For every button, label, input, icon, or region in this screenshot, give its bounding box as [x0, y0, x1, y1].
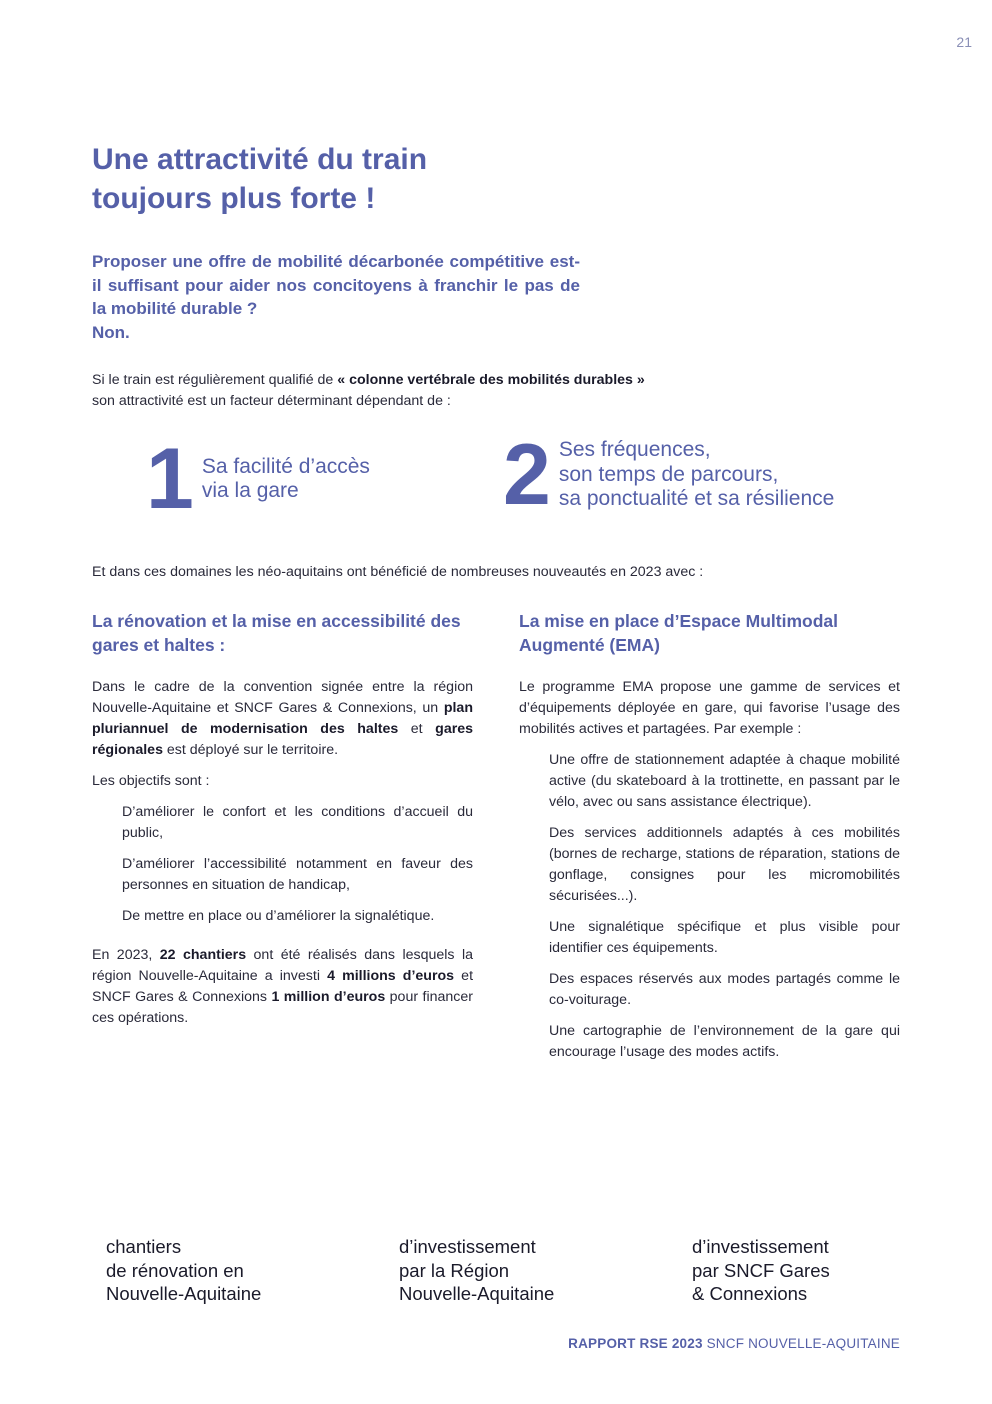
intro-answer: Non.: [92, 322, 130, 342]
factor-text: [202, 455, 370, 504]
stat-chantiers: [106, 1235, 336, 1306]
ema-column: [519, 610, 900, 1073]
ema-paragraph: Le programme EMA propose une gamme de services et d’équipements déployée en gare, qui favorise l’usage des mobilités actives et partagées. Par exemple :: [519, 679, 900, 737]
text-run: ont été réalisés dans lesquels la région Nouvelle-Aquitaine a investi: [92, 947, 473, 984]
stat-line: par la Région: [399, 1259, 510, 1281]
footer-org: SNCF NOUVELLE-AQUITAINE: [702, 1336, 900, 1351]
factor-2: [503, 427, 835, 523]
lead-part-2: son attractivité est un facteur déterminant dépendant de :: [92, 393, 451, 409]
stat-line: Nouvelle-Aquitaine: [399, 1283, 555, 1304]
factor-number: 1: [146, 431, 192, 527]
stat-line: d’investissement: [692, 1236, 829, 1257]
list-item: Une cartographie de l’environnement de la gare qui encourage l’usage des modes actifs.: [549, 1023, 900, 1060]
objectives-label: Les objectifs sont :: [92, 773, 210, 789]
factor-line: Sa facilité d’accès: [201, 454, 370, 478]
bold-run: plan pluriannuel de modernisation des haltes: [92, 700, 473, 737]
stat-line: d’investissement: [399, 1236, 536, 1257]
ema-list: [519, 750, 900, 1063]
text-run: et SNCF Gares & Connexions: [92, 968, 474, 1005]
list-item: De mettre en place ou d’améliorer la signalétique.: [122, 908, 435, 924]
lead-bold: « colonne vertébrale des mobilités durables »: [337, 372, 645, 388]
factor-line: sa ponctualité et sa résilience: [558, 487, 835, 511]
page-number: 21: [956, 34, 972, 50]
factor-number: 2: [503, 427, 549, 523]
stat-sncf-investment: [692, 1235, 922, 1306]
intro-text: Proposer une offre de mobilité décarbonée compétitive est-il suffisant pour aider nos concitoyens à franchir le pas de la mobilité durable ?: [92, 252, 580, 318]
stat-region-investment: [399, 1235, 629, 1306]
convention-paragraph: [92, 677, 473, 761]
text-run: En 2023,: [92, 947, 160, 963]
footer-report: RAPPORT RSE 2023: [568, 1336, 703, 1351]
factor-line: son temps de parcours,: [558, 462, 779, 486]
stat-line: chantiers: [106, 1236, 182, 1257]
bold-run: 4 millions d’euros: [327, 968, 455, 984]
text-run: et: [398, 721, 436, 737]
factor-line: Ses fréquences,: [558, 438, 711, 462]
objectives-list: [92, 802, 473, 927]
intro-question: [92, 250, 580, 344]
list-item: Une offre de stationnement adaptée à chaque mobilité active (du skateboard à la trottinette, en passant par le vélo, avec ou sans assistance électrique).: [549, 752, 900, 810]
list-item: D’améliorer le confort et les conditions d’accueil du public,: [122, 804, 473, 841]
text-run: Dans le cadre de la convention signée entre la région Nouvelle-Aquitaine et SNCF Gares & Connexions, un: [92, 679, 473, 716]
factor-line: via la gare: [201, 479, 299, 502]
list-item: D’améliorer l’accessibilité notamment en faveur des personnes en situation de handicap,: [122, 856, 473, 893]
stat-line: Nouvelle-Aquitaine: [106, 1283, 262, 1304]
ema-heading: La mise en place d’Espace Multimodal Augmenté (EMA): [519, 611, 838, 655]
stat-line: & Connexions: [692, 1283, 808, 1304]
bold-run: 1 million d’euros: [271, 989, 386, 1005]
renovation-heading: La rénovation et la mise en accessibilité des gares et haltes :: [92, 611, 461, 655]
bold-run: gares régionales: [92, 721, 474, 758]
renovation-column: [92, 610, 473, 1039]
stat-line: par SNCF Gares: [692, 1259, 830, 1281]
factor-1: [146, 431, 370, 527]
list-item: Des espaces réservés aux modes partagés comme le co-voiturage.: [549, 971, 900, 1008]
page-title: [92, 140, 612, 218]
bold-run: 22 chantiers: [159, 947, 247, 963]
text-run: est déployé sur le territoire.: [162, 742, 339, 758]
sub-lead-paragraph: Et dans ces domaines les néo-aquitains ont bénéficié de nombreuses nouveautés en 2023 avec :: [92, 564, 704, 580]
factor-text: [559, 438, 835, 512]
lead-part-1: Si le train est régulièrement qualifié de: [92, 372, 338, 388]
lead-paragraph: [92, 370, 792, 412]
title-line-2: toujours plus forte !: [92, 182, 376, 215]
list-item: Une signalétique spécifique et plus visible pour identifier ces équipements.: [549, 919, 900, 956]
footer: [568, 1336, 900, 1351]
stat-line: de rénovation en: [106, 1259, 244, 1281]
title-line-1: Une attractivité du train: [92, 143, 428, 176]
text-run: pour financer ces opérations.: [92, 989, 473, 1026]
list-item: Des services additionnels adaptés à ces mobilités (bornes de recharge, stations de réparation, stations de gonflage, consignes pour les micromobilités sécurisées...).: [549, 825, 900, 904]
investment-paragraph: [92, 945, 473, 1029]
